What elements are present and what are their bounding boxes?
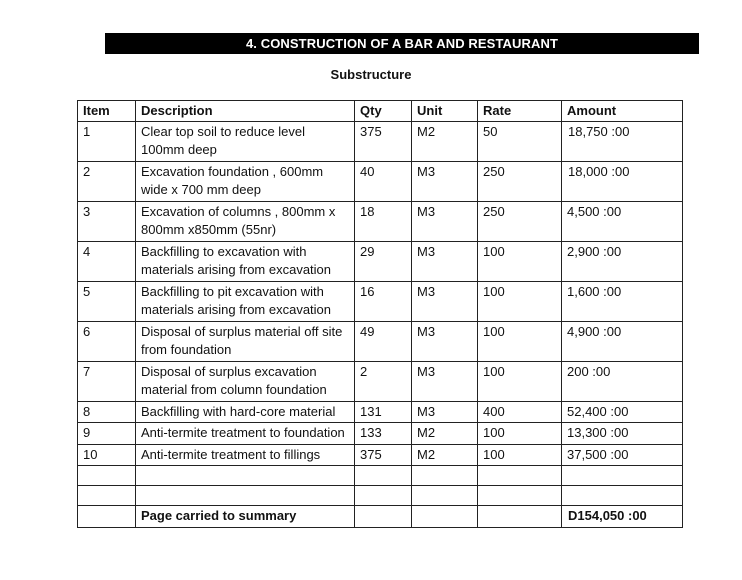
cell-description: Excavation of columns , 800mm x 800mm x850mm (55nr) <box>136 201 355 241</box>
cell-amount: 200 :00 <box>562 361 683 401</box>
table-row <box>78 161 683 201</box>
cell-amount: 52,400 :00 <box>562 401 683 423</box>
cell-rate: 100 <box>478 241 562 281</box>
cell-qty: 131 <box>355 401 412 423</box>
cell-qty: 49 <box>355 321 412 361</box>
cell-rate: 100 <box>478 321 562 361</box>
cell-item: 7 <box>78 361 136 401</box>
cell-description: Clear top soil to reduce level 100mm deep <box>136 121 355 161</box>
cell-description: Disposal of surplus material off site from foundation <box>136 321 355 361</box>
cell-item: 4 <box>78 241 136 281</box>
bill-of-quantities-table <box>77 100 683 528</box>
cell-description: Backfilling to excavation with materials arising from excavation <box>136 241 355 281</box>
cell-description: Excavation foundation , 600mm wide x 700 mm deep <box>136 161 355 201</box>
cell-rate: 250 <box>478 161 562 201</box>
cell-rate: 100 <box>478 281 562 321</box>
cell-amount: 18,750 :00 <box>562 121 683 161</box>
cell-unit: M3 <box>412 361 478 401</box>
cell-unit: M3 <box>412 161 478 201</box>
empty-row <box>78 466 683 486</box>
cell-item: 3 <box>78 201 136 241</box>
total-label: Page carried to summary <box>136 506 355 528</box>
cell-qty: 40 <box>355 161 412 201</box>
cell-item: 2 <box>78 161 136 201</box>
header-rate: Rate <box>478 101 562 122</box>
table-row <box>78 423 683 445</box>
header-description: Description <box>136 101 355 122</box>
cell-description: Anti-termite treatment to fillings <box>136 444 355 466</box>
cell-amount: 18,000 :00 <box>562 161 683 201</box>
cell-rate: 250 <box>478 201 562 241</box>
cell-description: Backfilling to pit excavation with materials arising from excavation <box>136 281 355 321</box>
cell-amount: 37,500 :00 <box>562 444 683 466</box>
cell-qty: 375 <box>355 121 412 161</box>
cell-qty: 133 <box>355 423 412 445</box>
cell-unit: M2 <box>412 444 478 466</box>
header-qty: Qty <box>355 101 412 122</box>
cell-amount: 4,900 :00 <box>562 321 683 361</box>
cell-unit: M3 <box>412 401 478 423</box>
cell-description: Anti-termite treatment to foundation <box>136 423 355 445</box>
total-row <box>78 506 683 528</box>
cell-unit: M2 <box>412 423 478 445</box>
cell-rate: 100 <box>478 423 562 445</box>
cell-rate: 50 <box>478 121 562 161</box>
cell-rate: 100 <box>478 361 562 401</box>
table-row <box>78 201 683 241</box>
table-row <box>78 361 683 401</box>
cell-qty: 2 <box>355 361 412 401</box>
table-row <box>78 281 683 321</box>
cell-item: 8 <box>78 401 136 423</box>
cell-description: Backfilling with hard-core material <box>136 401 355 423</box>
table-row <box>78 321 683 361</box>
cell-rate: 400 <box>478 401 562 423</box>
empty-row <box>78 486 683 506</box>
cell-item: 9 <box>78 423 136 445</box>
cell-item: 5 <box>78 281 136 321</box>
cell-unit: M3 <box>412 321 478 361</box>
cell-amount: 2,900 :00 <box>562 241 683 281</box>
cell-qty: 375 <box>355 444 412 466</box>
cell-amount: 4,500 :00 <box>562 201 683 241</box>
cell-unit: M3 <box>412 241 478 281</box>
cell-qty: 18 <box>355 201 412 241</box>
section-subtitle: Substructure <box>330 67 412 82</box>
cell-amount: 13,300 :00 <box>562 423 683 445</box>
cell-unit: M3 <box>412 281 478 321</box>
header-item: Item <box>78 101 136 122</box>
header-row <box>78 101 683 122</box>
cell-qty: 16 <box>355 281 412 321</box>
table-row <box>78 401 683 423</box>
total-amount: D154,050 :00 <box>562 506 683 528</box>
header-unit: Unit <box>412 101 478 122</box>
cell-description: Disposal of surplus excavation material from column foundation <box>136 361 355 401</box>
header-amount: Amount <box>562 101 683 122</box>
cell-qty: 29 <box>355 241 412 281</box>
cell-item: 1 <box>78 121 136 161</box>
section-title: 4. CONSTRUCTION OF A BAR AND RESTAURANT <box>245 36 559 51</box>
cell-item: 6 <box>78 321 136 361</box>
cell-unit: M2 <box>412 121 478 161</box>
table-row <box>78 121 683 161</box>
cell-item: 10 <box>78 444 136 466</box>
cell-amount: 1,600 :00 <box>562 281 683 321</box>
table-row <box>78 444 683 466</box>
section-title-banner <box>105 33 699 54</box>
cell-unit: M3 <box>412 201 478 241</box>
table-row <box>78 241 683 281</box>
cell-rate: 100 <box>478 444 562 466</box>
